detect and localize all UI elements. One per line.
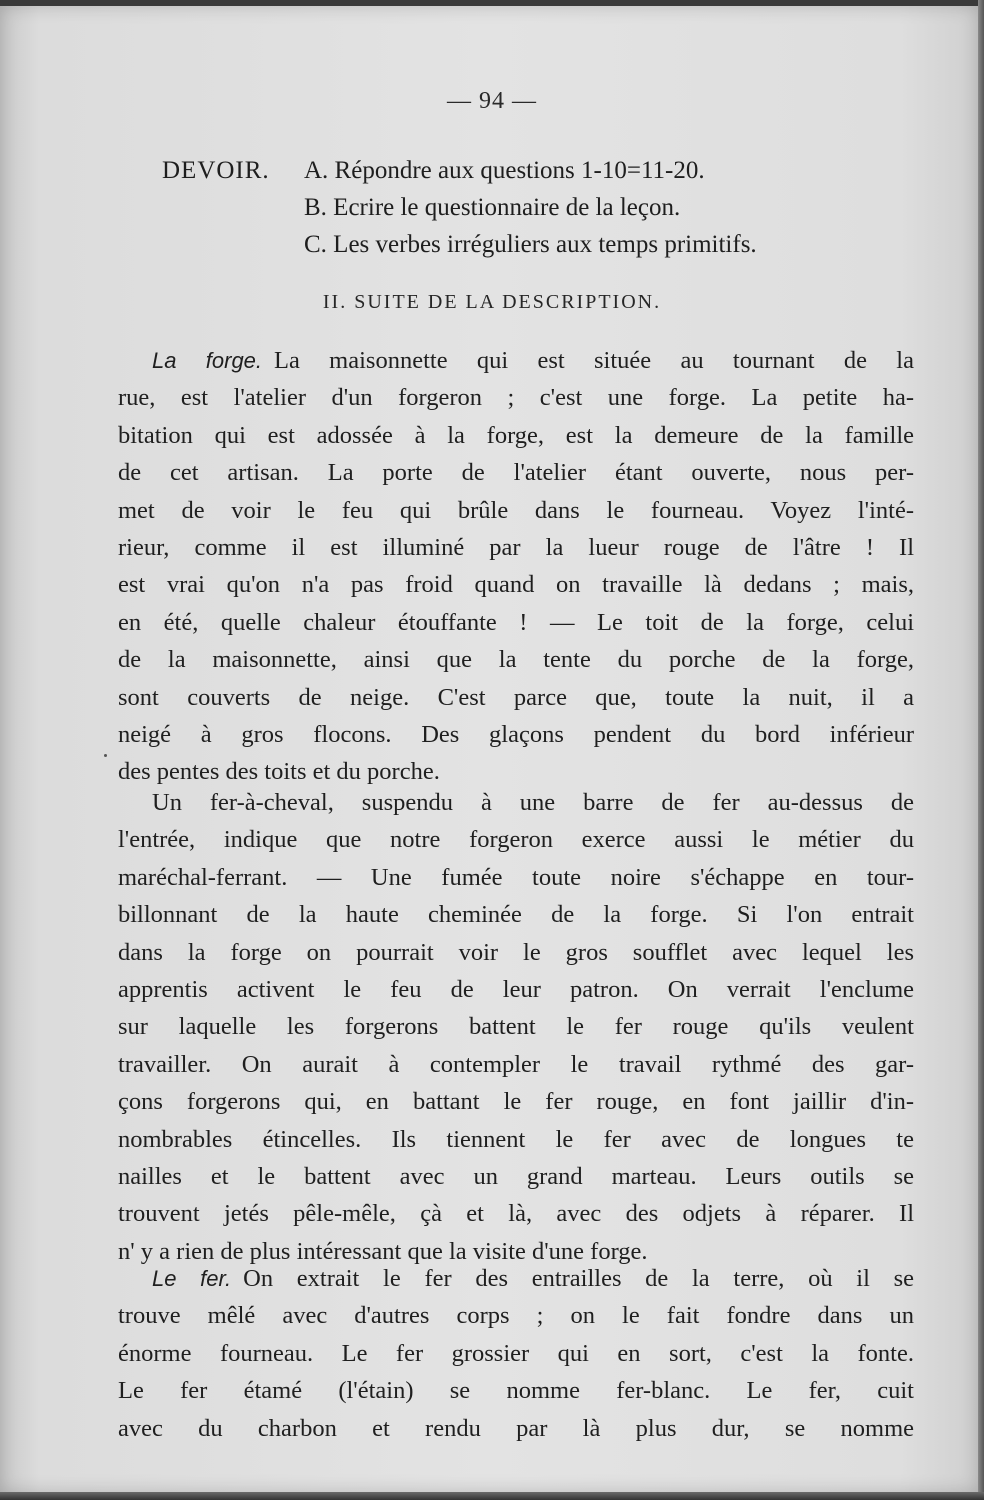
page-right-edge: [978, 0, 984, 1500]
paragraph-line: de la maisonnette, ainsi que la tente du porche de la forge,: [118, 646, 914, 674]
paragraph-line: neigé à gros flocons. Des glaçons pendent du bord inférieur: [118, 720, 914, 748]
devoir-label: DEVOIR.: [162, 157, 270, 184]
paragraph-line: bitation qui est adossée à la forge, est la demeure de la famille: [118, 421, 914, 449]
paragraph-line: des pentes des toits et du porche.: [118, 758, 440, 786]
devoir-item-b: B. Ecrire le questionnaire de la leçon.: [304, 194, 681, 221]
paragraph-le-fer: [118, 1260, 914, 1447]
devoir-line-c: [162, 226, 882, 263]
paragraph-heading: Le fer.: [152, 1266, 232, 1291]
paragraph-line: est vrai qu'on n'a pas froid quand on travaille là dedans ; mais,: [118, 571, 914, 599]
paragraph-line: met de voir le feu qui brûle dans le fourneau. Voyez l'inté-: [118, 496, 914, 524]
paragraph-line: sur laquelle les forgerons battent le fer rouge qu'ils veulent: [118, 1013, 914, 1041]
paragraph-line: La forge. La maisonnette qui est située au tournant de la: [152, 347, 914, 374]
paragraph-line: trouvent jetés pêle-mêle, çà et là, avec des odjets à réparer. Il: [118, 1200, 914, 1228]
paper-speck: [104, 754, 107, 757]
devoir-block: [162, 152, 882, 263]
paragraph-line: Le fer. On extrait le fer des entrailles de la terre, où il se: [152, 1265, 915, 1292]
paragraph-line: çons forgerons qui, en battant le fer rouge, en font jaillir d'in-: [118, 1088, 914, 1116]
section-title: II. SUITE DE LA DESCRIPTION.: [322, 291, 662, 313]
paragraph-line: trouve mêlé avec d'autres corps ; on le fait fondre dans un: [118, 1302, 914, 1330]
paragraph-line: maréchal-ferrant. — Une fumée toute noire s'échappe en tour-: [118, 863, 914, 891]
devoir-line-b: [162, 189, 882, 226]
paragraph-line: nailles et le battent avec un grand marteau. Leurs outils se: [118, 1162, 914, 1190]
devoir-line-a: [162, 152, 882, 189]
paragraph-line: Le fer étamé (l'étain) se nomme fer-blanc. Le fer, cuit: [118, 1377, 914, 1405]
paragraph-line: en été, quelle chaleur étouffante ! — Le toit de la forge, celui: [118, 608, 914, 636]
page-bottom-edge: [0, 1492, 984, 1500]
paragraph-la-forge: [118, 342, 914, 791]
page-number: — 94 —: [447, 88, 537, 114]
paragraph-line: rue, est l'atelier d'un forgeron ; c'est une forge. La petite ha-: [118, 384, 914, 412]
paragraph-line: apprentis activent le feu de leur patron. On verrait l'enclume: [118, 975, 914, 1003]
paragraph-line: billonnant de la haute cheminée de la forge. Si l'on entrait: [118, 901, 914, 929]
paragraph-line: Un fer-à-cheval, suspendu à une barre de fer au-dessus de: [152, 789, 914, 816]
paragraph-line: nombrables étincelles. Ils tiennent le fer avec de longues te: [118, 1125, 914, 1153]
book-page: [0, 6, 978, 1492]
paragraph-line: avec du charbon et rendu par là plus dur, se nomme: [118, 1414, 914, 1442]
paragraph-line: sont couverts de neige. C'est parce que, toute la nuit, il a: [118, 683, 914, 711]
paragraph-fer-a-cheval: [118, 784, 914, 1270]
paragraph-line: de cet artisan. La porte de l'atelier étant ouverte, nous per-: [118, 459, 914, 487]
paragraph-line: l'entrée, indique que notre forgeron exerce aussi le métier du: [118, 826, 914, 854]
paragraph-line: rieur, comme il est illuminé par la lueur rouge de l'âtre ! Il: [118, 533, 914, 561]
paragraph-line: travailler. On aurait à contempler le travail rythmé des gar-: [118, 1050, 914, 1078]
paragraph-line: dans la forge on pourrait voir le gros soufflet avec lequel les: [118, 938, 914, 966]
devoir-item-c: C. Les verbes irréguliers aux temps primitifs.: [304, 231, 757, 258]
devoir-item-a: A. Répondre aux questions 1-10=11-20.: [304, 157, 705, 184]
paragraph-line: énorme fourneau. Le fer grossier qui en sort, c'est la fonte.: [118, 1339, 914, 1367]
paragraph-heading: La forge.: [152, 348, 263, 373]
paragraph-line: n' y a rien de plus intéressant que la visite d'une forge.: [118, 1237, 648, 1265]
